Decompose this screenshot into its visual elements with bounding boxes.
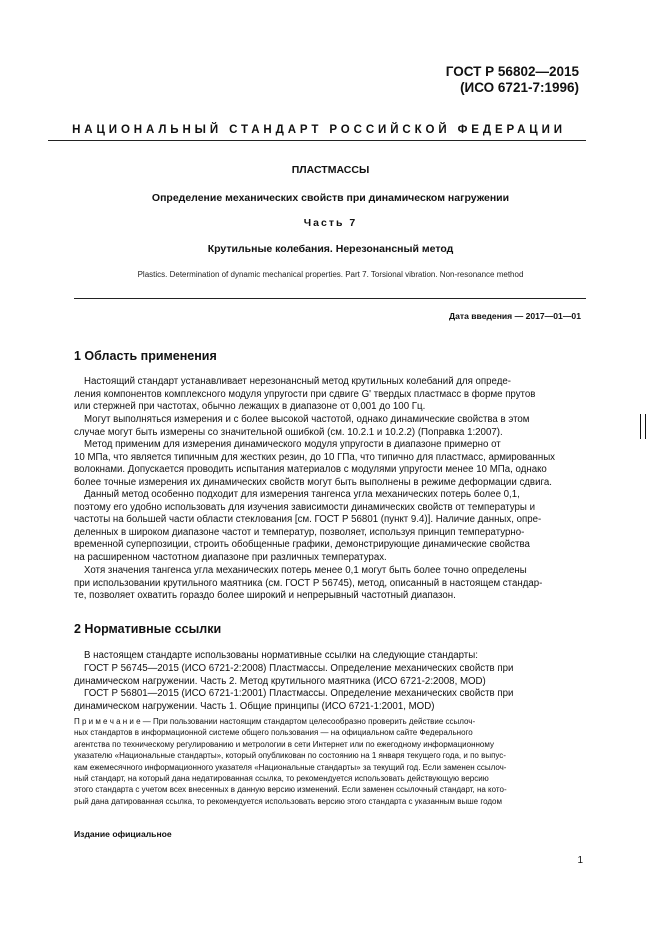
section-1-paragraph-3 xyxy=(74,439,586,489)
document-subtitle: Определение механических свойств при динамическом нагружении xyxy=(151,192,510,204)
note-line: указателю «Национальные стандарты», который опубликован по состоянию на 1 января текущего года, и по выпус- xyxy=(74,751,506,761)
paragraph-line: случае могут быть измерены со значительной ошибкой (см. 10.2.1 и 10.2.2) (Поправка 1:2007). xyxy=(74,426,503,438)
document-code-block xyxy=(446,64,579,96)
introduction-date: Дата введения — 2017—01—01 xyxy=(448,311,581,321)
paragraph-line: ГОСТ Р 56745—2015 (ИСО 6721-2:2008) Пластмассы. Определение механических свойств при xyxy=(84,663,514,674)
section-1-paragraph-5 xyxy=(74,565,586,603)
english-title: Plastics. Determination of dynamic mechanical properties. Part 7. Torsional vibration. Non-resonance method xyxy=(137,270,524,279)
paragraph-line: или стержней при частотах, обычно лежащих в диапазоне от 0,001 до 100 Гц. xyxy=(74,401,426,412)
note-line: ный стандарт, на который дана недатированная ссылка, то рекомендуется использовать действующую версию xyxy=(74,774,489,784)
section-2-note xyxy=(74,716,586,807)
paragraph-line: В настоящем стандарте использованы нормативные ссылки на следующие стандарты: xyxy=(84,650,478,661)
section-2-paragraph-1 xyxy=(74,650,586,663)
paragraph-line: волокнами. Допускается проводить испытания материалов с модулями упругости менее 10 МПа, однако xyxy=(74,464,547,475)
middle-divider xyxy=(74,298,586,299)
paragraph-line: динамическом нагружении. Часть 2. Метод крутильного маятника (ИСО 6721-2:2008, MOD) xyxy=(74,675,486,687)
note-line: ных стандартов в информационной системе общего пользования — на официальном сайте Федерального xyxy=(74,728,473,738)
paragraph-line: ГОСТ Р 56801—2015 (ИСО 6721-1:2001) Пластмассы. Определение механических свойств при xyxy=(84,688,514,699)
section-2-heading: 2 Нормативные ссылки xyxy=(74,622,222,636)
paragraph-line: динамическом нагружении. Часть 1. Общие принципы (ИСО 6721-1:2001, MOD) xyxy=(74,700,435,712)
document-code: ГОСТ Р 56802—2015 xyxy=(445,64,579,79)
top-divider xyxy=(48,140,586,141)
document-code-iso: (ИСО 6721-7:1996) xyxy=(460,80,579,95)
paragraph-line: на расширенном частотном диапазоне при различных температурах. xyxy=(74,551,387,563)
document-part: Часть 7 xyxy=(303,217,358,229)
edition-label: Издание официальное xyxy=(74,829,172,839)
paragraph-line: Могут выполняться измерения и с более высокой частотой, однако динамические свойства в этом xyxy=(84,414,530,425)
paragraph-line: 10 МПа, что является типичным для жестких резин, до 10 ГПа, что типично для пластмасс, армированных xyxy=(74,451,556,463)
document-title: ПЛАСТМАССЫ xyxy=(291,164,370,176)
note-line: кам ежемесячного информационного указателя «Национальные стандарты» за текущий год. Если заменен ссылоч- xyxy=(74,762,507,772)
paragraph-line: временной суперпозиции, строить обобщенные графики, демонстрирующие динамические свойства xyxy=(74,539,530,550)
paragraph-line: более точные измерения их динамических свойств могут быть выполнены в режиме деформации сдвига. xyxy=(74,476,552,488)
paragraph-line: Метод применим для измерения динамического модуля упругости в диапазоне примерно от xyxy=(84,439,501,450)
note-line: П р и м е ч а н и е — При пользовании настоящим стандартом целесообразно проверить действие ссылоч- xyxy=(74,717,476,726)
paragraph-line: деленных в широком диапазоне частот и температур, позволяет, используя принцип температурно- xyxy=(74,526,525,538)
paragraph-line: Настоящий стандарт устанавливает нерезонансный метод крутильных колебаний для опреде- xyxy=(84,376,511,387)
paragraph-line: ления компонентов комплексного модуля упругости при сдвиге G' твердых пластмасс в форме прутов xyxy=(74,388,536,400)
section-1-heading: 1 Область применения xyxy=(74,349,217,363)
section-1-paragraph-1 xyxy=(74,376,586,414)
section-1-paragraph-2 xyxy=(74,414,586,439)
change-marker xyxy=(640,414,646,439)
paragraph-line: те, позволяет охватить гораздо более широкий и непрерывный частотный диапазон. xyxy=(74,590,456,601)
section-1-paragraph-4 xyxy=(74,489,586,564)
paragraph-line: частоты на большей части области стеклования [см. ГОСТ Р 56801 (пункт 9.4)]. Наличие данных, опре- xyxy=(74,514,542,525)
note-line: рый дана датированная ссылка, то рекомендуется использовать версию этого стандарта с указанным выше годом xyxy=(74,796,502,806)
note-line: агентства по техническому регулированию и метрологии в сети Интернет или по ежегодному информационному xyxy=(74,739,494,749)
national-standard-banner: НАЦИОНАЛЬНЫЙ СТАНДАРТ РОССИЙСКОЙ ФЕДЕРАЦИИ xyxy=(72,124,566,136)
normative-reference-1 xyxy=(74,663,586,688)
paragraph-line: при использовании крутильного маятника (см. ГОСТ Р 56745), метод, описанный в настоящем стандар- xyxy=(74,577,543,589)
page-number: 1 xyxy=(577,855,583,866)
paragraph-line: Хотя значения тангенса угла механических потерь менее 0,1 могут быть более точно определены xyxy=(84,565,527,576)
paragraph-line: поэтому его удобно использовать для изучения зависимости динамических свойств от температуры и xyxy=(74,501,535,513)
paragraph-line: Данный метод особенно подходит для измерения тангенса угла механических потерь более 0,1, xyxy=(84,489,520,500)
note-line: этого стандарта с учетом всех внесенных в данную версию изменений. Если заменен ссылочный стандарт, на кото- xyxy=(74,785,507,795)
document-part-name: Крутильные колебания. Нерезонансный метод xyxy=(207,243,454,255)
normative-reference-2 xyxy=(74,688,586,713)
